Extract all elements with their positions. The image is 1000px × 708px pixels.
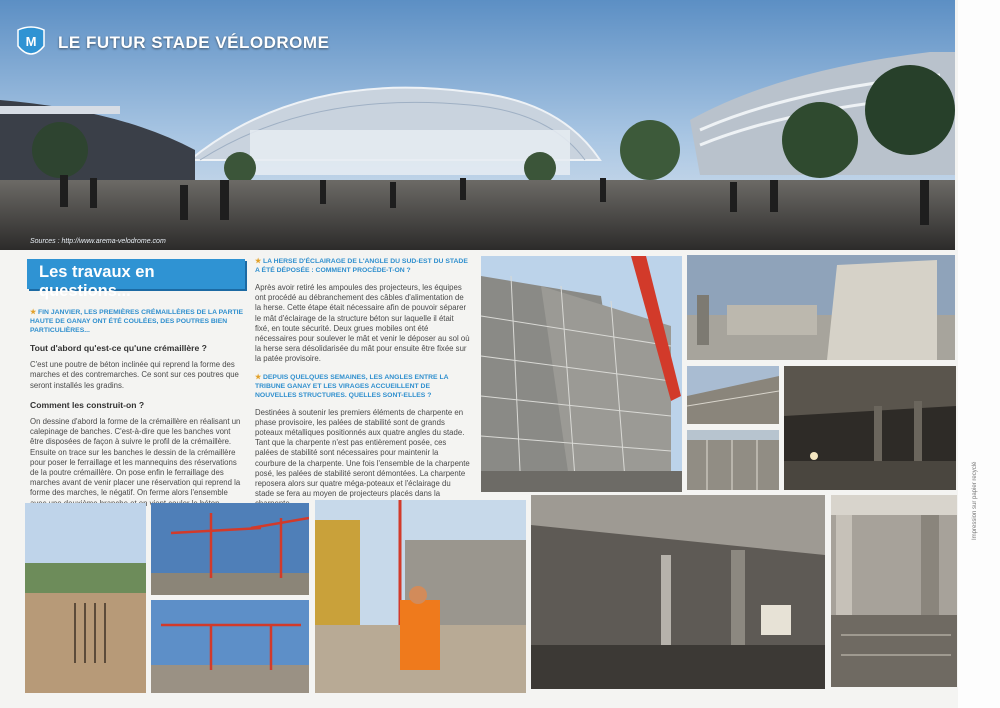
answer-3: Après avoir retiré les ampoules des projecteurs, les équipes ont procédé au débranchement des câbles d'alimentation de la herse. Cette étape était nécessaire afin de pouvoir séparer le mât d'éclairage de la structure béton sur laquelle il était fixé, en toute sécurité. Deux grues mobiles ont été nécessaires pour soulever le mât et venir le déposer au sol où la herse sera désolidarisée du mât pour ensuite être fixée sur la patée provisoire.: [255, 283, 470, 364]
concrete-interior-photo: [531, 495, 825, 689]
star-icon: ★: [255, 373, 263, 381]
scaffold-detail-photo: [687, 430, 779, 490]
article-column-2: [255, 257, 470, 510]
page-title: LE FUTUR STADE VÉLODROME: [58, 33, 330, 52]
om-club-crest-icon: [14, 24, 48, 64]
right-sidebar: [958, 0, 1000, 708]
question-1: Tout d'abord qu'est-ce qu'une crémaillère ?: [30, 343, 207, 353]
star-icon: ★: [30, 309, 38, 316]
lead-paragraph-1: FIN JANVIER, LES PREMIÈRES CRÉMAILLÈRES DE LA PARTIE HAUTE DE GANAY ONT ÉTÉ COULÉES, DES POUTRES BIEN PARTICULIÈRES...: [30, 309, 244, 334]
section-banner: [27, 259, 245, 300]
svg-text:M: M: [25, 34, 37, 49]
recycled-paper-note: Impression sur papier recyclé: [972, 461, 978, 540]
cranes-stand-photo: [151, 600, 309, 693]
stadium-overview-photo: [687, 255, 955, 360]
photo-source-caption: Sources : http://www.arema-velodrome.com: [30, 238, 166, 245]
rebar-foundation-photo: [25, 503, 146, 693]
lead-paragraph-2: LA HERSE D'ÉCLAIRAGE DE L'ANGLE DU SUD-EST DU STADE A ÉTÉ DÉPOSÉE : COMMENT PROCÈDE-T-ON ?: [255, 258, 468, 274]
underground-concourse-photo: [784, 366, 956, 490]
scaffolding-crane-photo: [481, 256, 682, 492]
worker-site-photo: [315, 500, 526, 693]
answer-4: Destinées à soutenir les premiers éléments de charpente en phase provisoire, les palées de stabilité sont de grands poteaux métalliques positionnés aux quatre angles du stade. Tant que la charpente n'est pas entièrement posée, ces palées de stabilité sont nécessaires pour maintenir la courbure de la charpente. Une fois l'ensemble de la charpente posé, les palées de stabilité seront démontées. La charpente reposera alors sur quatre méga-poteaux et l'éclairage du stade se fera au moyen de projecteurs placés dans la: [255, 407, 470, 499]
star-icon: ★: [255, 258, 263, 265]
lead-paragraph-3: DEPUIS QUELQUES SEMAINES, LES ANGLES ENTRE LA TRIBUNE GANAY ET LES VIRAGES ACCUEILLENT DE NOUVELLES STRUCTURES. QUELLES SONT-ELLES ?: [255, 373, 449, 399]
stand-structure-photo: [687, 366, 779, 424]
cranes-photo: [151, 503, 309, 595]
answer-1: C'est une poutre de béton inclinée qui reprend la forme des marches et des contremarches. Ce sont sur ces poutres que seront installés les gradins.: [30, 360, 239, 390]
stand-interior-photo: [831, 495, 957, 687]
section-banner-label: Les travaux en questions...: [39, 263, 155, 300]
question-2: Comment les construit-on ?: [30, 399, 145, 410]
article-column-1: [30, 308, 245, 509]
answer-2: On dessine d'abord la forme de la crémaillère en réalisant un calepinage de banches. C'est-à-dire que les banches vont être disposées de façon à suivre le profil de la crémaillère. Ensuite on trace sur les banches le dessin de la crémaillère pour poser le ferraillage et les mannequins des réservations de la poutre crémaillère. On pose enfin le ferraillage des marches avant de venir placer une réservation qui reprend la forme des marches, le négatif. On ferme alors l'ensemble: [30, 417, 241, 498]
